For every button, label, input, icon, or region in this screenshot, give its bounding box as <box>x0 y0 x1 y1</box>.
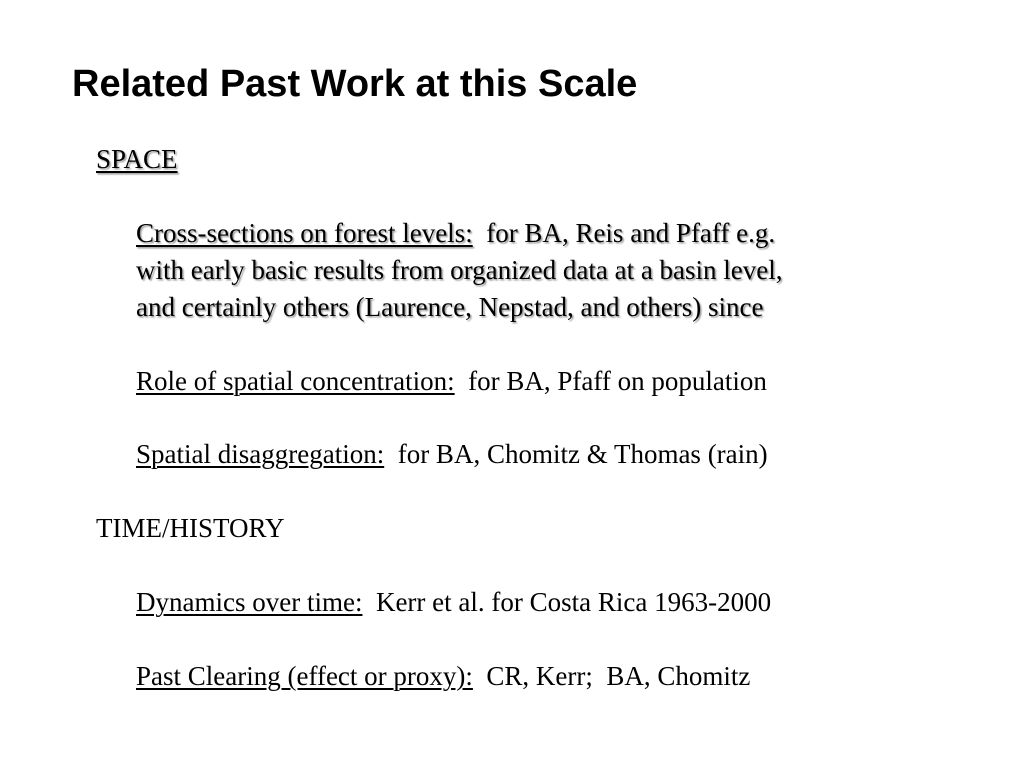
cross-sections-line-3: and certainly others (Laurence, Nepstad, and others) since <box>136 292 764 322</box>
section-heading-space: SPACE <box>96 144 178 174</box>
cross-sections-line-1 <box>136 215 783 252</box>
section-heading-time-history: TIME/HISTORY <box>96 513 285 543</box>
space-item-cross-sections <box>136 215 783 326</box>
spatial-concentration-text: for BA, Pfaff on population <box>468 366 767 396</box>
dynamics-text: Kerr et al. for Costa Rica 1963-2000 <box>375 587 772 617</box>
cross-sections-text-1: for BA, Reis and Pfaff e.g. <box>486 218 776 248</box>
cross-sections-label: Cross-sections on forest levels: <box>136 218 473 248</box>
dynamics-label: Dynamics over time: <box>136 587 363 617</box>
past-clearing-label: Past Clearing (effect or proxy): <box>136 661 473 691</box>
space-item-spatial-disaggregation <box>136 436 768 473</box>
spatial-disaggregation-label: Spatial disaggregation: <box>136 439 385 469</box>
spatial-concentration-label: Role of spatial concentration: <box>136 366 455 396</box>
slide-title: Related Past Work at this Scale <box>72 63 638 105</box>
past-clearing-text: CR, Kerr; BA, Chomitz <box>486 661 751 691</box>
time-item-past-clearing <box>136 658 750 695</box>
space-item-spatial-concentration <box>136 363 767 400</box>
cross-sections-line-2: with early basic results from organized data at a basin level, <box>136 255 783 285</box>
spatial-disaggregation-text: for BA, Chomitz & Thomas (rain) <box>397 439 768 469</box>
time-item-dynamics <box>136 584 771 621</box>
